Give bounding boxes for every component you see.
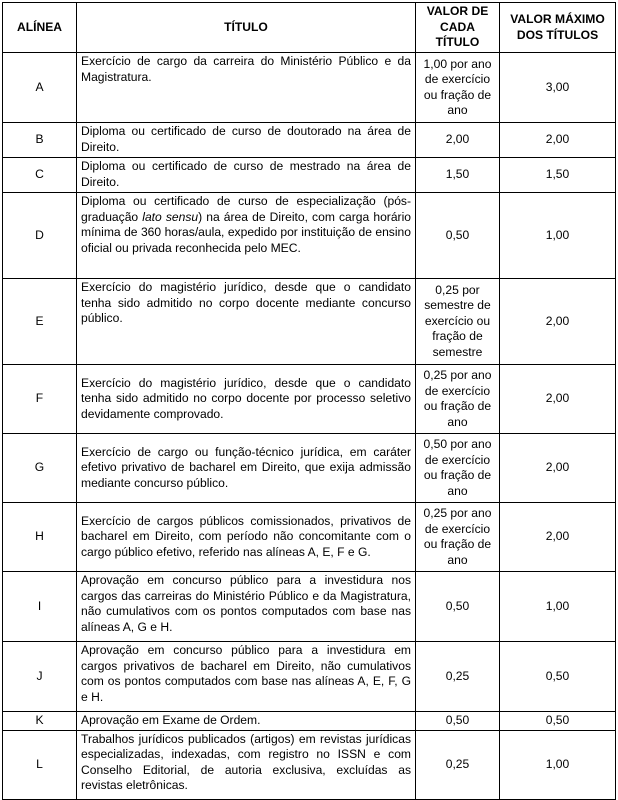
- maximo-cell: 2,00: [500, 503, 616, 572]
- valor-cell: 0,25 por semestre de exercício ou fração de semestre: [416, 279, 500, 365]
- maximo-cell: 1,00: [500, 193, 616, 279]
- alinea-cell: H: [3, 503, 77, 572]
- titulo-text: Diploma ou certificado de curso de especialização (pós-graduação: [81, 194, 411, 224]
- alinea-cell: L: [3, 730, 77, 799]
- table-row: [3, 53, 616, 123]
- table-row: [3, 365, 616, 434]
- titulo-cell: [77, 193, 416, 279]
- alinea-cell: G: [3, 434, 77, 503]
- titulo-cell: Exercício de cargo da carreira do Ministério Público e da Magistratura.: [77, 53, 416, 123]
- alinea-cell: C: [3, 158, 77, 193]
- alinea-cell: F: [3, 365, 77, 434]
- titulo-cell: Diploma ou certificado de curso de mestrado na área de Direito.: [77, 158, 416, 193]
- maximo-cell: 2,00: [500, 365, 616, 434]
- titulo-text: ) na área de Direito, com carga horário mínima de 360 horas/aula, expedido por instituição de ensino oficial ou privada reconhecida pelo MEC.: [81, 209, 411, 255]
- maximo-cell: 0,50: [500, 712, 616, 731]
- titulo-cell: Exercício de cargo ou função-técnico jurídica, em caráter efetivo privativo de bacharel em Direito, que exija admissão mediante concurso público.: [77, 434, 416, 503]
- alinea-cell: K: [3, 712, 77, 731]
- header-titulo: TÍTULO: [77, 3, 416, 53]
- alinea-cell: I: [3, 572, 77, 642]
- valor-cell: 1,00 por ano de exercício ou fração de ano: [416, 53, 500, 123]
- titulo-cell: Trabalhos jurídicos publicados (artigos) em revistas jurídicas especializadas, indexadas, com registro no ISSN e com Conselho Editorial, de autoria exclusiva, excluídas as revistas eletrônicas.: [77, 730, 416, 799]
- alinea-cell: D: [3, 193, 77, 279]
- valor-cell: 0,50 por ano de exercício ou fração de ano: [416, 434, 500, 503]
- titulo-cell: Aprovação em concurso público para a investidura em cargos privativos de bacharel em Direito, não cumulativos com os pontos computados com base nas alíneas A, E, F, G e H.: [77, 642, 416, 712]
- titulo-cell: Exercício de cargos públicos comissionados, privativos de bacharel em Direito, com período não concomitante com o cargo público efetivo, referido nas alíneas A, E, F e G.: [77, 503, 416, 572]
- header-alinea: ALÍNEA: [3, 3, 77, 53]
- titles-table: [2, 2, 616, 800]
- alinea-cell: E: [3, 279, 77, 365]
- table-row: [3, 730, 616, 799]
- latin-term: lato sensu: [142, 209, 199, 224]
- header-valor-cada: VALOR DE CADA TÍTULO: [416, 3, 500, 53]
- header-row: [3, 3, 616, 53]
- valor-cell: 0,25: [416, 730, 500, 799]
- table-row: [3, 572, 616, 642]
- titulo-cell: Aprovação em Exame de Ordem.: [77, 712, 416, 731]
- valor-cell: 0,50: [416, 193, 500, 279]
- titulo-cell: Aprovação em concurso público para a investidura nos cargos das carreiras do Ministério Público e da Magistratura, não cumulativos com os pontos computados com base nas alíneas A, G e H.: [77, 572, 416, 642]
- table-row: [3, 434, 616, 503]
- table-row: [3, 712, 616, 731]
- maximo-cell: 2,00: [500, 123, 616, 158]
- maximo-cell: 0,50: [500, 642, 616, 712]
- maximo-cell: 2,00: [500, 279, 616, 365]
- maximo-cell: 3,00: [500, 53, 616, 123]
- valor-cell: 2,00: [416, 123, 500, 158]
- table-row: [3, 503, 616, 572]
- table-row: [3, 158, 616, 193]
- valor-cell: 0,25 por ano de exercício ou fração de ano: [416, 365, 500, 434]
- titulo-cell: Diploma ou certificado de curso de doutorado na área de Direito.: [77, 123, 416, 158]
- valor-cell: 1,50: [416, 158, 500, 193]
- header-valor-maximo: VALOR MÁXIMO DOS TÍTULOS: [500, 3, 616, 53]
- table-row: [3, 193, 616, 279]
- alinea-cell: J: [3, 642, 77, 712]
- valor-cell: 0,50: [416, 572, 500, 642]
- maximo-cell: 1,50: [500, 158, 616, 193]
- valor-cell: 0,50: [416, 712, 500, 731]
- alinea-cell: B: [3, 123, 77, 158]
- table-row: [3, 642, 616, 712]
- titulo-cell: Exercício do magistério jurídico, desde que o candidato tenha sido admitido no corpo docente mediante concurso público.: [77, 279, 416, 365]
- titulo-cell: Exercício do magistério jurídico, desde que o candidato tenha sido admitido no corpo docente por processo seletivo devidamente comprovado.: [77, 365, 416, 434]
- table-row: [3, 123, 616, 158]
- valor-cell: 0,25 por ano de exercício ou fração de ano: [416, 503, 500, 572]
- valor-cell: 0,25: [416, 642, 500, 712]
- alinea-cell: A: [3, 53, 77, 123]
- maximo-cell: 2,00: [500, 434, 616, 503]
- maximo-cell: 1,00: [500, 730, 616, 799]
- table-row: [3, 279, 616, 365]
- maximo-cell: 1,00: [500, 572, 616, 642]
